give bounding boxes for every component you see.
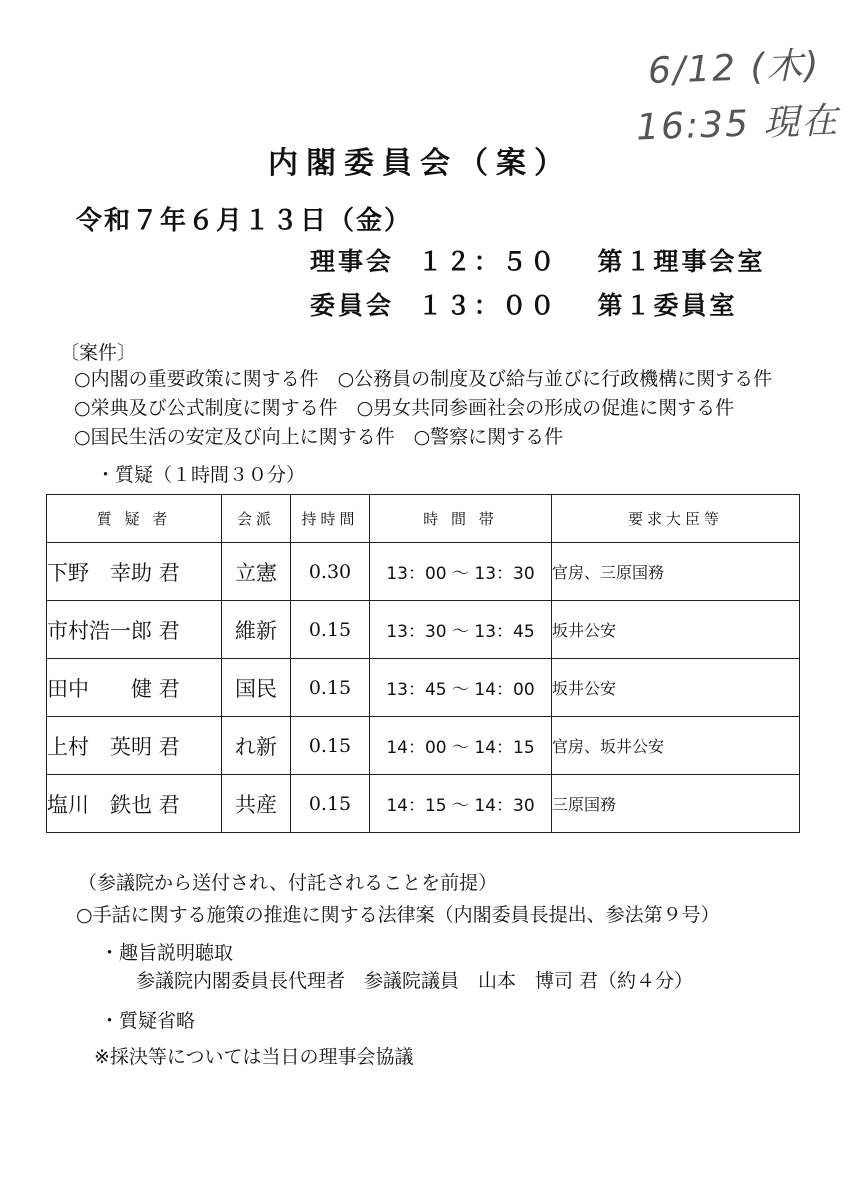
questioner-name: 塩川 鉄也 君	[47, 775, 222, 833]
agenda-line: ○内閣の重要政策に関する件 ○公務員の制度及び給与並びに行政機構に関する件	[74, 368, 773, 390]
allotted-time: 0.15	[291, 659, 370, 717]
header-questioner: 質 疑 者	[47, 495, 222, 543]
party-name: 共産	[222, 775, 291, 833]
allotted-time: 0.15	[291, 601, 370, 659]
agenda-header: 〔案件〕	[60, 342, 137, 364]
schedule-room: 第１理事会室	[597, 247, 766, 276]
table-row	[47, 601, 800, 659]
questioner-name: 田中 健 君	[47, 659, 222, 717]
questioning-table	[46, 494, 800, 833]
time-slot: 14：15 ～ 14：30	[370, 775, 552, 833]
schedule-name: 理事会	[310, 247, 395, 276]
bill-premise: （参議院から送付され、付託されることを前提）	[78, 872, 498, 894]
handwritten-time-note: 16:35 現在	[635, 100, 840, 149]
questioner-name: 上村 英明 君	[47, 717, 222, 775]
bill-title: ○手話に関する施策の推進に関する法律案（内閣委員長提出、参法第９号）	[76, 904, 720, 926]
schedule-time: １２：５０	[417, 247, 558, 276]
party-name: 維新	[222, 601, 291, 659]
time-slot: 13：00 ～ 13：30	[370, 543, 552, 601]
schedule-row-board	[310, 242, 765, 278]
table-row	[47, 775, 800, 833]
requested-ministers: 坂井公安	[552, 659, 800, 717]
requested-ministers: 坂井公安	[552, 601, 800, 659]
time-slot: 13：45 ～ 14：00	[370, 659, 552, 717]
header-party: 会派	[222, 495, 291, 543]
purpose-explanation-label: ・趣旨説明聴取	[100, 942, 234, 964]
agenda-line: ○栄典及び公式制度に関する件 ○男女共同参画社会の形成の促進に関する件	[74, 397, 735, 419]
header-requested-ministers: 要求大臣等	[552, 495, 800, 543]
questioner-name: 下野 幸助 君	[47, 543, 222, 601]
header-time-slot: 時 間 帯	[370, 495, 552, 543]
allotted-time: 0.30	[291, 543, 370, 601]
questioner-name: 市村浩一郎 君	[47, 601, 222, 659]
party-name: 国民	[222, 659, 291, 717]
requested-ministers: 三原国務	[552, 775, 800, 833]
schedule-room: 第１委員室	[597, 291, 738, 320]
agenda-line: ○国民生活の安定及び向上に関する件 ○警察に関する件	[74, 426, 564, 448]
requested-ministers: 官房、三原国務	[552, 543, 800, 601]
requested-ministers: 官房、坂井公安	[552, 717, 800, 775]
allotted-time: 0.15	[291, 717, 370, 775]
handwritten-date-note: 6/12 (木)	[647, 45, 822, 92]
time-slot: 13：30 ～ 13：45	[370, 601, 552, 659]
header-duration: 持時間	[291, 495, 370, 543]
table-header-row	[47, 495, 800, 543]
allotted-time: 0.15	[291, 775, 370, 833]
party-name: 立憲	[222, 543, 291, 601]
party-name: れ新	[222, 717, 291, 775]
table-row	[47, 717, 800, 775]
voting-note: ※採決等については当日の理事会協議	[94, 1046, 414, 1068]
schedule-name: 委員会	[310, 291, 395, 320]
questioning-omitted: ・質疑省略	[100, 1010, 196, 1032]
table-row	[47, 659, 800, 717]
schedule-time: １３：００	[417, 291, 558, 320]
table-row	[47, 543, 800, 601]
questioning-label: ・質疑（１時間３０分）	[96, 464, 306, 486]
time-slot: 14：00 ～ 14：15	[370, 717, 552, 775]
schedule-row-committee	[310, 286, 737, 322]
document-title: 内閣委員会（案）	[268, 146, 572, 181]
meeting-date: 令和７年６月１３日（金）	[76, 206, 413, 236]
presenter-line: 参議院内閣委員長代理者 参議院議員 山本 博司 君（約４分）	[136, 970, 694, 992]
